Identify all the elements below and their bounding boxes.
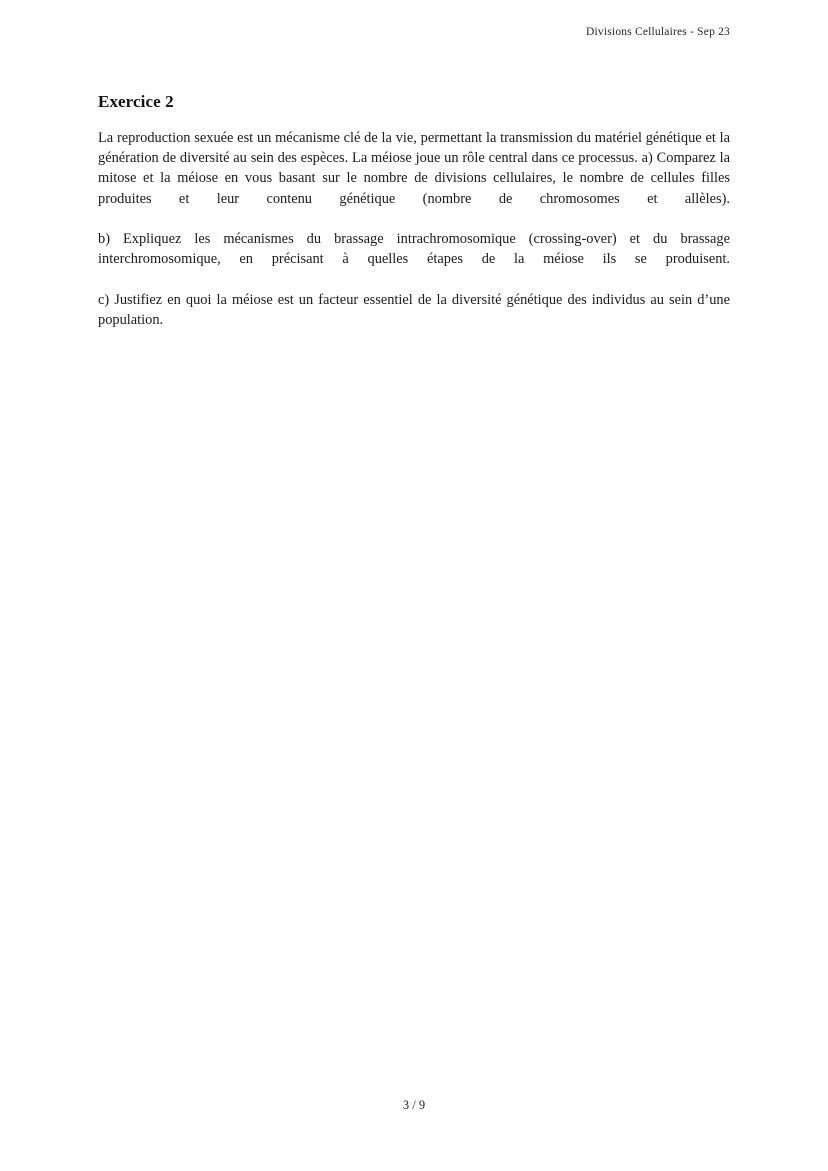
paragraph-intro: La reproduction sexuée est un mécanisme clé de la vie, permettant la transmission du matériel génétique et la génération de diversité au sein des espèces. La méiose joue un rôle central dans ce processus. a) Comparez la mitose et la méiose en vous basant sur le nombre de divisions cellulaires, le nombre de cellules filles produites et leur contenu génétique (nombre de chromosomes et allèles). — [98, 130, 730, 207]
page-number: 3 / 9 — [402, 1098, 426, 1112]
paragraph-c: c) Justifiez en quoi la méiose est un facteur essentiel de la diversité génétique des individus au sein d’une population. — [98, 291, 730, 328]
running-head: Divisions Cellulaires - Sep 23 — [586, 26, 730, 38]
paragraph-b: b) Expliquez les mécanismes du brassage intrachromosomique (crossing-over) et du brassage interchromosomique, en précisant à quelles étapes de la méiose ils se produisent. — [98, 231, 730, 268]
exercise-title: Exercice 2 — [98, 92, 174, 111]
page-content — [98, 92, 730, 350]
